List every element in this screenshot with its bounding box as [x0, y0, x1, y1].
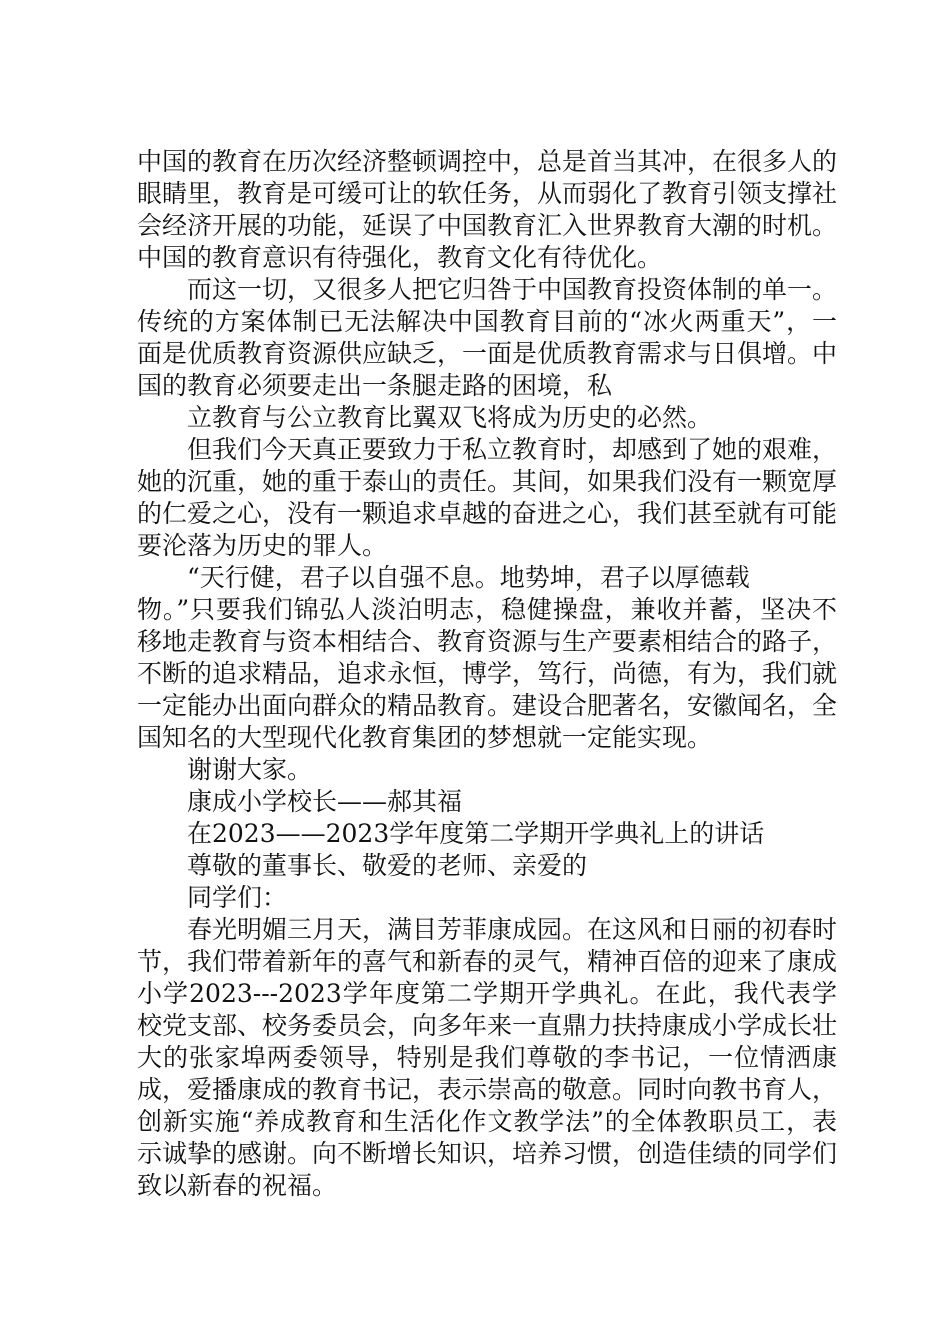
paragraph-6: 物。”只要我们锦弘人淡泊明志，稳健操盘，兼收并蓄，坚决不移地走教育与资本相结合、教育资源与生产要素相结合的路子，不断的追求精品，追求永恒，博学，笃行，尚德，有为，我们就一定能办出面向群众的精品教育。建设合肥著名，安徽闻名，全国知名的大型现代化教育集团的梦想就一定能实现。 [137, 595, 838, 752]
paragraph-2: 而这一切，又很多人把它归咎于中国教育投资体制的单一。传统的方案体制已无法解决中国教育目前的“冰火两重天”，一面是优质教育资源供应缺乏，一面是优质教育需求与日俱增。中国的教育必须要走出一条腿走路的困境，私 [137, 275, 838, 400]
paragraph-5: “天行健，君子以自强不息。地势坤，君子以厚德载 [187, 563, 750, 592]
closing-thanks: 谢谢大家。 [187, 755, 313, 784]
document-body [137, 146, 837, 1202]
paragraph-3: 立教育与公立教育比翼双飞将成为历史的必然。 [187, 403, 713, 432]
paragraph-speech-body: 春光明媚三月天，满目芳菲康成园。在这风和日丽的初春时节，我们带着新年的喜气和新春的灵气，精神百倍的迎来了康成小学2023---2023学年度第二学期开学典礼。在此，我代表学校党支部、校务委员会，向多年来一直鼎力扶持康成小学成长壮大的张家埠两委领导，特别是我们尊敬的李书记，一位情洒康成，爱播康成的教育书记，表示崇高的敬意。同时向教书育人，创新实施“养成教育和生活化作文教学法”的全体教职员工，表示诚挚的感谢。向不断增长知识，培养习惯，创造佳绩的同学们致以新春的祝福。 [137, 915, 838, 1200]
signature-line: 康成小学校长——郝其福 [187, 787, 463, 816]
speech-title: 在2023——2023学年度第二学期开学典礼上的讲话 [187, 819, 765, 848]
paragraph-1: 中国的教育在历次经济整顿调控中，总是首当其冲，在很多人的眼睛里，教育是可缓可让的软任务，从而弱化了教育引领支撑社会经济开展的功能，延误了中国教育汇入世界教育大潮的时机。中国的教育意识有待强化，教育文化有待优化。 [137, 147, 838, 272]
salutation-line-2: 同学们： [187, 883, 288, 912]
paragraph-4: 但我们今天真正要致力于私立教育时，却感到了她的艰难，她的沉重，她的重于泰山的责任。其间，如果我们没有一颗宽厚的仁爱之心，没有一颗追求卓越的奋进之心，我们甚至就有可能要沦落为历史的罪人。 [137, 435, 838, 560]
salutation-line-1: 尊敬的董事长、敬爱的老师、亲爱的 [187, 851, 588, 880]
